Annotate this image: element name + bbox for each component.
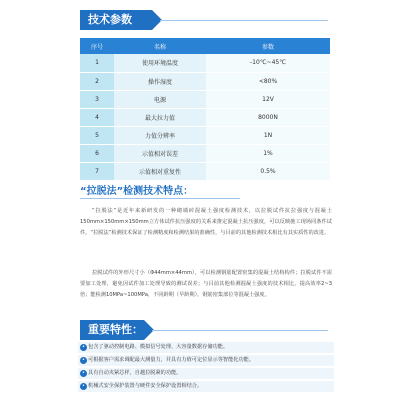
feature-text: 包含了驱动控制电路、模拟信号处理、大容量数据存储功能。	[88, 344, 229, 350]
params-table-header-row	[80, 38, 330, 54]
table-row	[80, 108, 330, 126]
row-name: 操作湿度	[114, 72, 206, 90]
params-section-divider	[160, 20, 328, 21]
list-item	[78, 355, 334, 366]
row-num: 3	[80, 90, 114, 108]
tech-paragraph-2: 拉脱试件的外形尺寸小（Φ44mm×44mm），可以检测钢筋配置密集的混凝土结构构件；拉脱试件不需要加工处理，避免因试件加工处理导致的测试误差；与目前其他检测混凝土强度的技术相比，提高效率2~3倍；能检测10MPa~100MPa，不同龄期（早龄期），钢筋密集部位等混凝土强度。	[80, 270, 332, 298]
features-section-divider	[152, 330, 328, 331]
params-table	[80, 38, 330, 181]
row-name: 使用环境温度	[114, 54, 206, 72]
row-num: 5	[80, 126, 114, 144]
tech-paragraph-1: “拉脱法”是近年来新研发的一种砌墙砖混凝土强度检测技术，以拉脱试件抗拉强度与混凝土150mm×150mm×150mm立方体试件抗压强度的关系来推定混凝土抗压强度，可以反映施工现场同条件试件。“拉脱法”检测技术保证了检测精度和检测结果的准确性，与目前的其他检测技术相比有其实质性的改进。	[80, 208, 332, 236]
list-item	[78, 368, 334, 379]
row-name: 力值分辨率	[114, 126, 206, 144]
tech-features-divider	[80, 198, 240, 199]
bullet-icon: •	[80, 370, 87, 377]
table-row	[80, 162, 330, 180]
table-row	[80, 126, 330, 144]
list-item	[78, 342, 334, 353]
table-row	[80, 90, 330, 108]
row-value: 8000N	[206, 108, 330, 126]
row-num: 6	[80, 144, 114, 162]
features-list	[78, 342, 334, 394]
params-section-title: 技术参数	[80, 10, 152, 30]
row-value: 12V	[206, 90, 330, 108]
bullet-icon: •	[80, 344, 87, 351]
features-section-title: 重要特性：	[80, 320, 144, 340]
bullet-icon: •	[80, 383, 87, 390]
row-name: 示值相对重复性	[114, 162, 206, 180]
table-row	[80, 144, 330, 162]
col-header-value: 参数	[206, 38, 330, 54]
col-header-name: 名称	[114, 38, 206, 54]
row-name: 示值相对误差	[114, 144, 206, 162]
row-num: 4	[80, 108, 114, 126]
row-name: 电源	[114, 90, 206, 108]
tech-features-title: “拉脱法”检测技术特点：	[80, 186, 194, 197]
row-value: 0.5%	[206, 162, 330, 180]
row-name: 最大拉力值	[114, 108, 206, 126]
row-num: 1	[80, 54, 114, 72]
feature-text: 具有自动夹紧芯样，自越拉脱紧的功能。	[88, 370, 182, 376]
feature-text: 可根据客户需求调配最大测量力，并具有力值可定位显示等智能化功能。	[88, 357, 255, 363]
feature-text: 机械式安全保护装置与硬件安全保护设置相结合。	[88, 383, 203, 389]
table-row	[80, 72, 330, 90]
list-item	[78, 381, 334, 392]
row-value: -10℃~45℃	[206, 54, 330, 72]
bullet-icon: •	[80, 357, 87, 364]
row-value: 1N	[206, 126, 330, 144]
row-num: 7	[80, 162, 114, 180]
row-value: <80%	[206, 72, 330, 90]
row-num: 2	[80, 72, 114, 90]
col-header-num: 序号	[80, 38, 114, 54]
row-value: 1%	[206, 144, 330, 162]
table-row	[80, 54, 330, 72]
